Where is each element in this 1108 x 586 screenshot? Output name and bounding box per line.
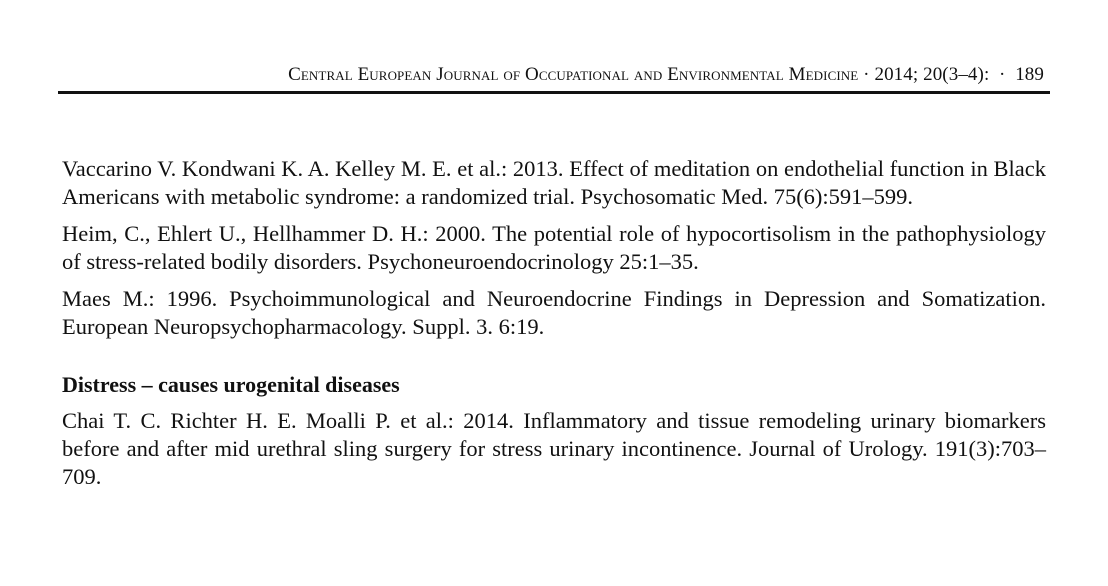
reference-list [62, 155, 1046, 500]
reference-entry: Heim, C., Ehlert U., Hellhammer D. H.: 2000. The potential role of hypocortisolism in the pathophysiology of stress-related bodily disorders. Psychoneuroendocrinology 25:1–35. [62, 221, 1046, 274]
header-separator: · [999, 64, 1006, 85]
section-heading: Distress – causes urogenital diseases [62, 372, 400, 397]
header-separator: · [863, 64, 870, 85]
reference-entry: Chai T. C. Richter H. E. Moalli P. et al.: 2014. Inflammatory and tissue remodeling urinary biomarkers before and after mid urethral sling surgery for stress urinary incontinence. Journal of Urology. 191(3):703–709. [62, 408, 1046, 489]
header-line [288, 64, 1044, 86]
running-header [58, 64, 1050, 94]
reference-entry: Maes M.: 1996. Psychoimmunological and Neuroendocrine Findings in Depression and Somatization. European Neuropsychopharmacology. Suppl. 3. 6:19. [62, 286, 1046, 339]
reference-entry: Vaccarino V. Kondwani K. A. Kelley M. E. et al.: 2013. Effect of meditation on endothelial function in Black Americans with metabolic syndrome: a randomized trial. Psychosomatic Med. 75(6):591–599. [62, 156, 1046, 209]
issue-info: 2014; 20(3–4): [874, 64, 990, 85]
journal-title: Central European Journal of Occupational and Environmental Medicine [288, 64, 859, 85]
page-number: 189 [1015, 64, 1044, 85]
